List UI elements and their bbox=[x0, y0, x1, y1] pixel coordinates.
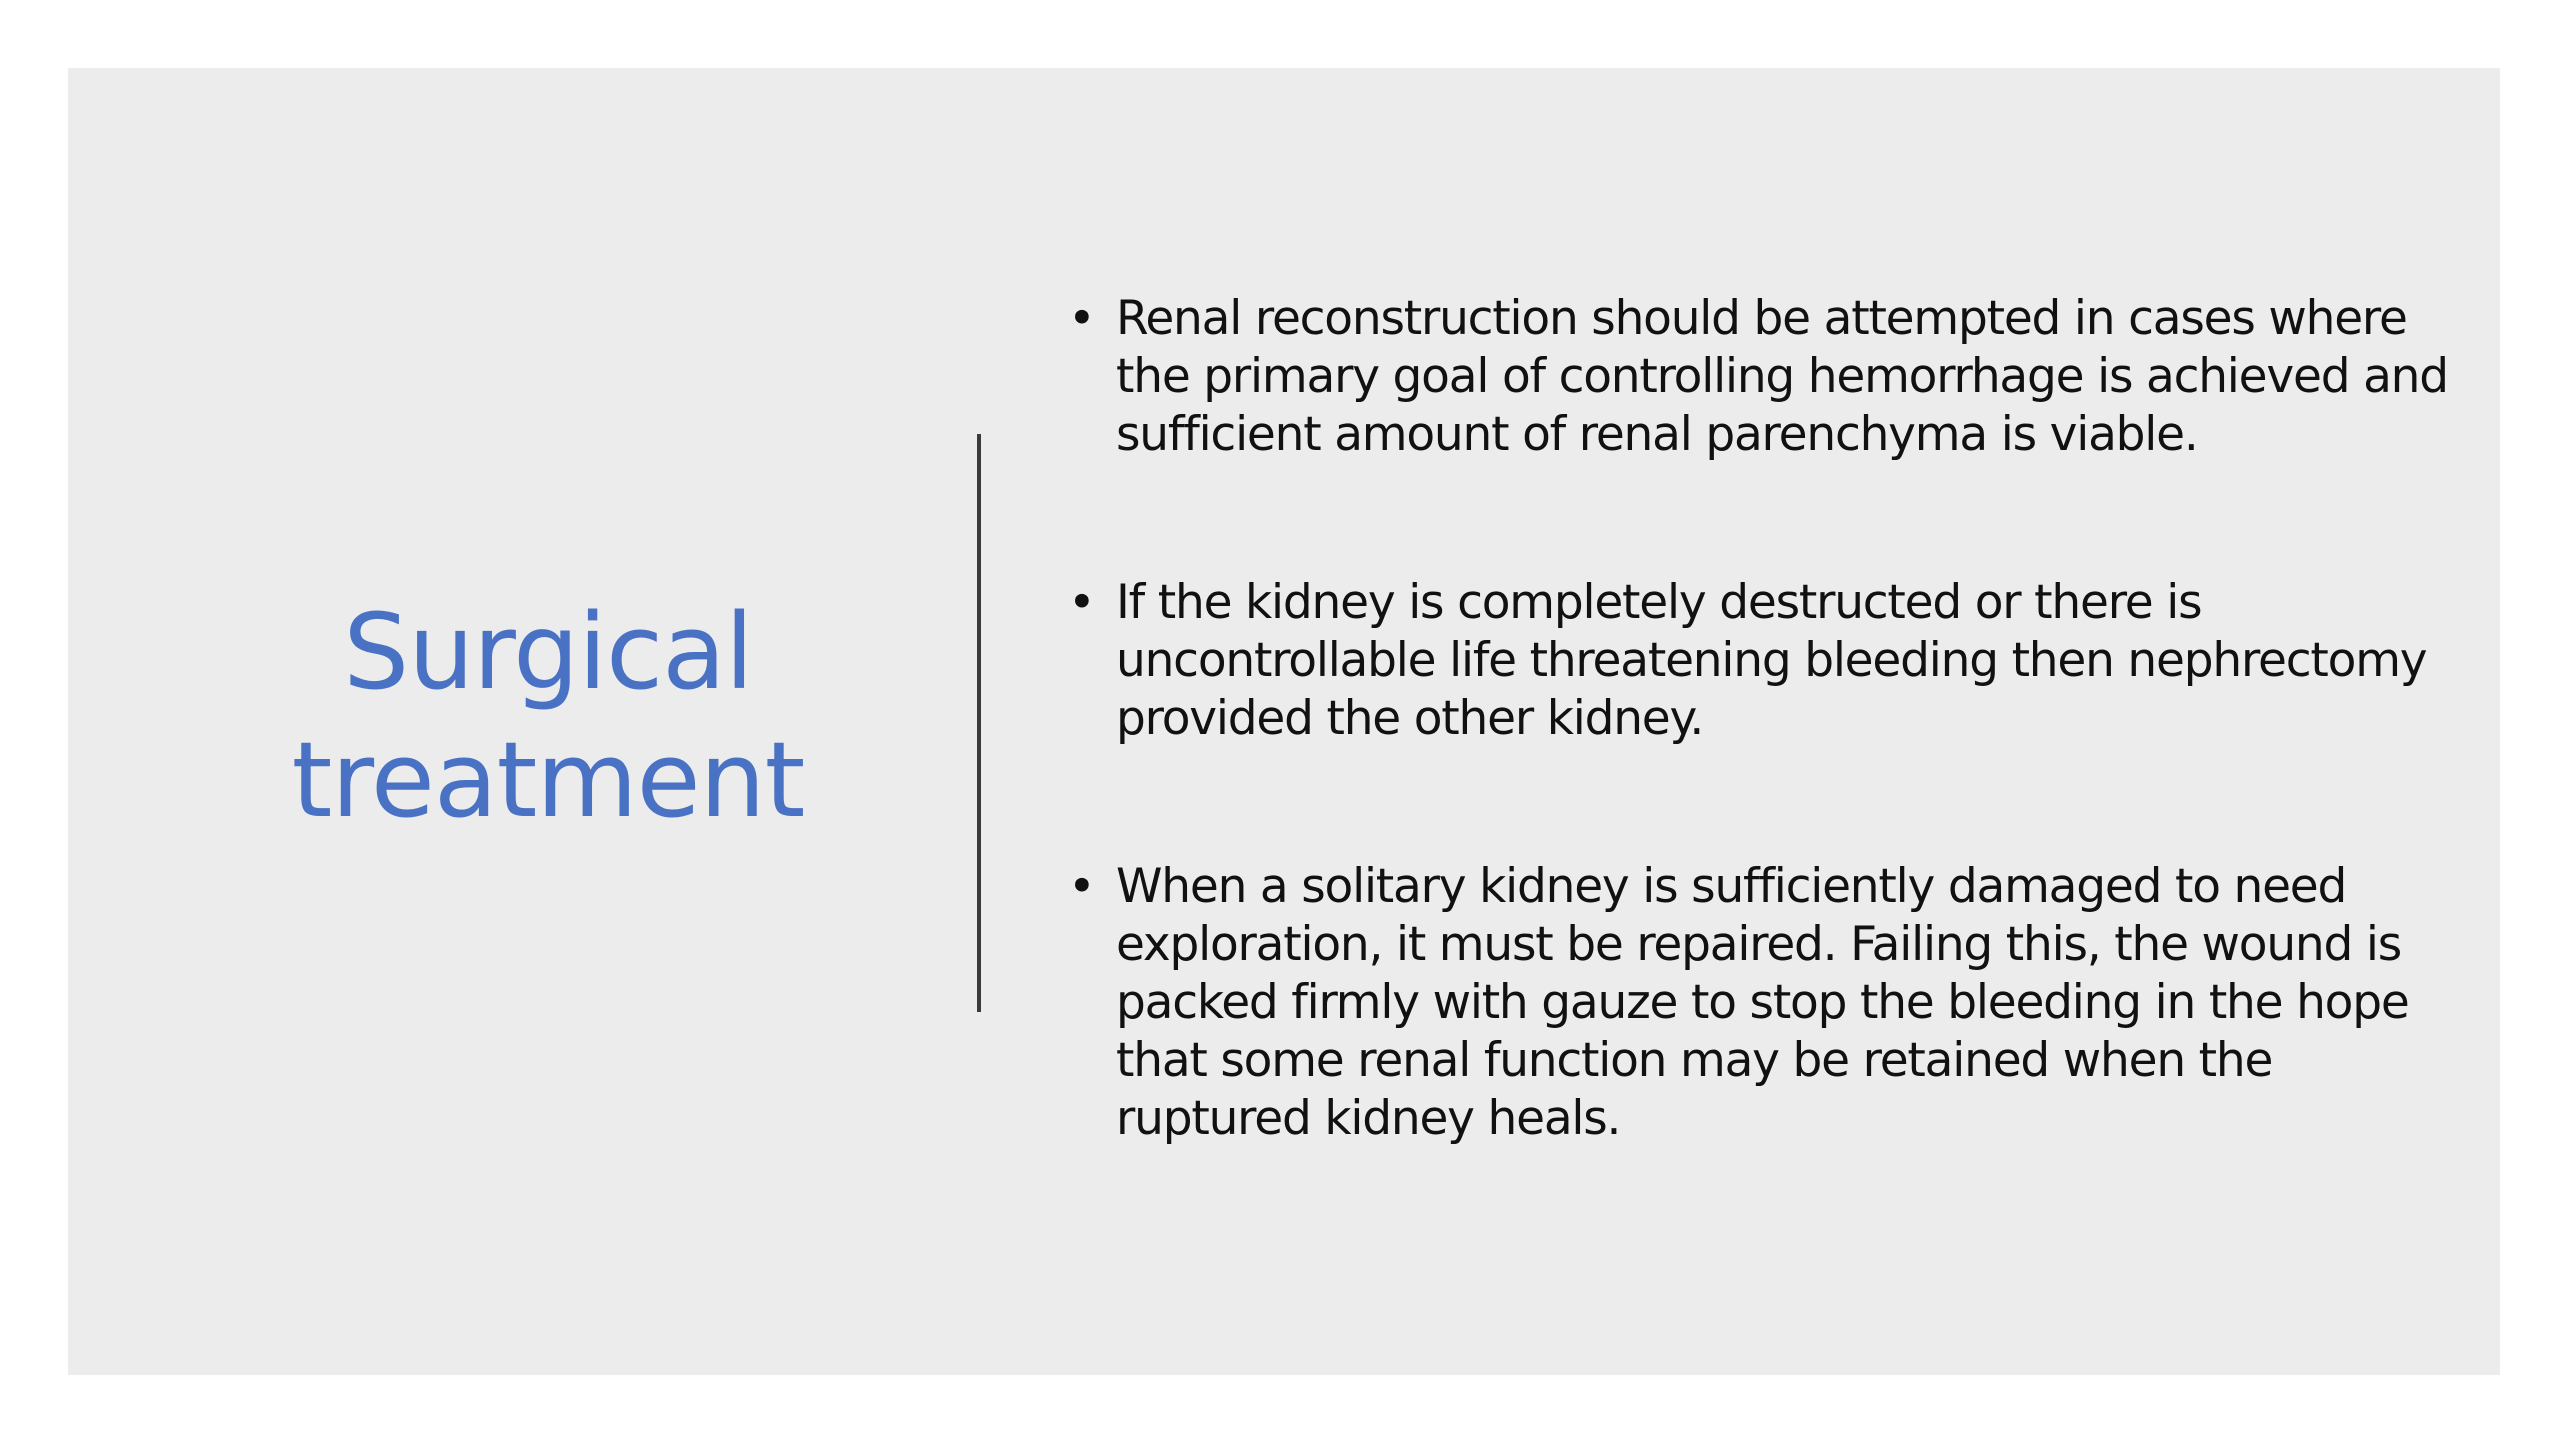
bullet-item-solitary-kidney: • When a solitary kidney is sufficiently damaged to need exploration, it must be repaired. Failing this, the wound is packed firmly with gauze to stop the bleeding in the hope that some renal function may be retained when the ruptured kidney heals. bbox=[1068, 858, 2468, 1148]
bullet-list bbox=[1068, 290, 2468, 1258]
bullet-item-renal-reconstruction: • Renal reconstruction should be attempted in cases where the primary goal of controlling hemorrhage is achieved and sufficient amount of renal parenchyma is viable. bbox=[1068, 290, 2468, 464]
slide-title-line-2: treatment bbox=[291, 719, 805, 841]
bullet-item-nephrectomy: • If the kidney is completely destructed or there is uncontrollable life threatening bleeding then nephrectomy provided the other kidney. bbox=[1068, 574, 2468, 748]
slide-title bbox=[208, 588, 888, 844]
slide-title-line-1: Surgical bbox=[343, 591, 753, 713]
vertical-divider bbox=[977, 434, 981, 1012]
slide bbox=[68, 68, 2500, 1375]
